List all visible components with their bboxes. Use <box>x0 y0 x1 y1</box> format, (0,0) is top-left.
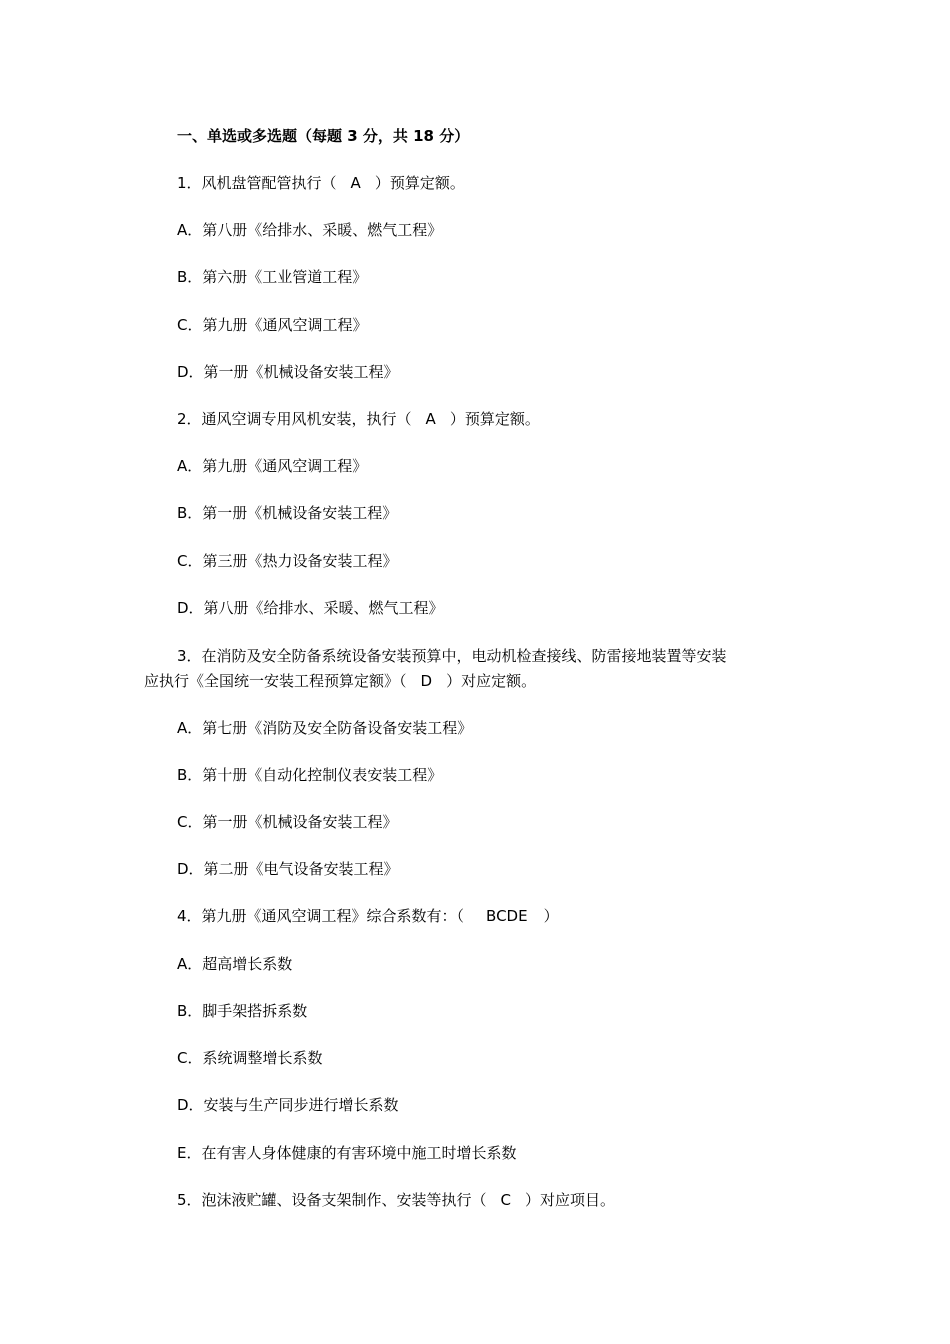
question-5-text: 5．泡沫液贮罐、设备支架制作、安装等执行（ <box>177 1191 487 1209</box>
question-5 <box>177 1187 615 1213</box>
question-4 <box>177 903 559 929</box>
question-3-suffix: ）对应定额。 <box>446 672 537 690</box>
question-5-answer: C <box>500 1191 512 1209</box>
question-3-line-1: 3．在消防及安全防备系统设备安装预算中，电动机检查接线、防雷接地装置等安装 <box>177 647 727 665</box>
q4-option-b: B．脚手架搭拆系数 <box>177 1002 308 1020</box>
question-2-suffix: ）预算定额。 <box>449 410 540 428</box>
question-2 <box>177 406 540 432</box>
q4-option-c: C．系统调整增长系数 <box>177 1049 323 1067</box>
q3-option-c: C．第一册《机械设备安装工程》 <box>177 813 398 831</box>
q4-option-a: A．超高增长系数 <box>177 955 293 973</box>
q1-option-d: D．第一册《机械设备安装工程》 <box>177 363 399 381</box>
question-4-suffix: ） <box>543 907 559 925</box>
q4-option-d: D．安装与生产同步进行增长系数 <box>177 1096 399 1114</box>
q2-option-b: B．第一册《机械设备安装工程》 <box>177 504 398 522</box>
question-3-text: 应执行《全国统一安装工程预算定额》（ <box>144 672 407 690</box>
q3-option-d: D．第二册《电气设备安装工程》 <box>177 860 399 878</box>
question-4-answer: BCDE <box>486 907 528 925</box>
question-2-text: 2．通风空调专用风机安装，执行（ <box>177 410 412 428</box>
q3-option-b: B．第十册《自动化控制仪表安装工程》 <box>177 766 443 784</box>
question-3-answer: D <box>420 672 433 690</box>
q2-option-c: C．第三册《热力设备安装工程》 <box>177 552 398 570</box>
question-1 <box>177 170 465 196</box>
q1-option-b: B．第六册《工业管道工程》 <box>177 268 368 286</box>
q1-option-c: C．第九册《通风空调工程》 <box>177 316 368 334</box>
section-title: 一、单选或多选题（每题 3 分，共 18 分） <box>177 127 470 145</box>
question-2-answer: A <box>425 410 436 428</box>
q2-option-a: A．第九册《通风空调工程》 <box>177 457 368 475</box>
q2-option-d: D．第八册《给排水、采暖、燃气工程》 <box>177 599 444 617</box>
q1-option-a: A．第八册《给排水、采暖、燃气工程》 <box>177 221 443 239</box>
question-4-text: 4．第九册《通风空调工程》综合系数有：（ <box>177 907 465 925</box>
question-1-text: 1．风机盘管配管执行（ <box>177 174 337 192</box>
question-1-suffix: ）预算定额。 <box>374 174 465 192</box>
question-1-answer: A <box>350 174 361 192</box>
q3-option-a: A．第七册《消防及安全防备设备安装工程》 <box>177 719 473 737</box>
question-3-line-2 <box>144 668 536 694</box>
question-5-suffix: ）对应项目。 <box>525 1191 616 1209</box>
q4-option-e: E．在有害人身体健康的有害环境中施工时增长系数 <box>177 1144 517 1162</box>
